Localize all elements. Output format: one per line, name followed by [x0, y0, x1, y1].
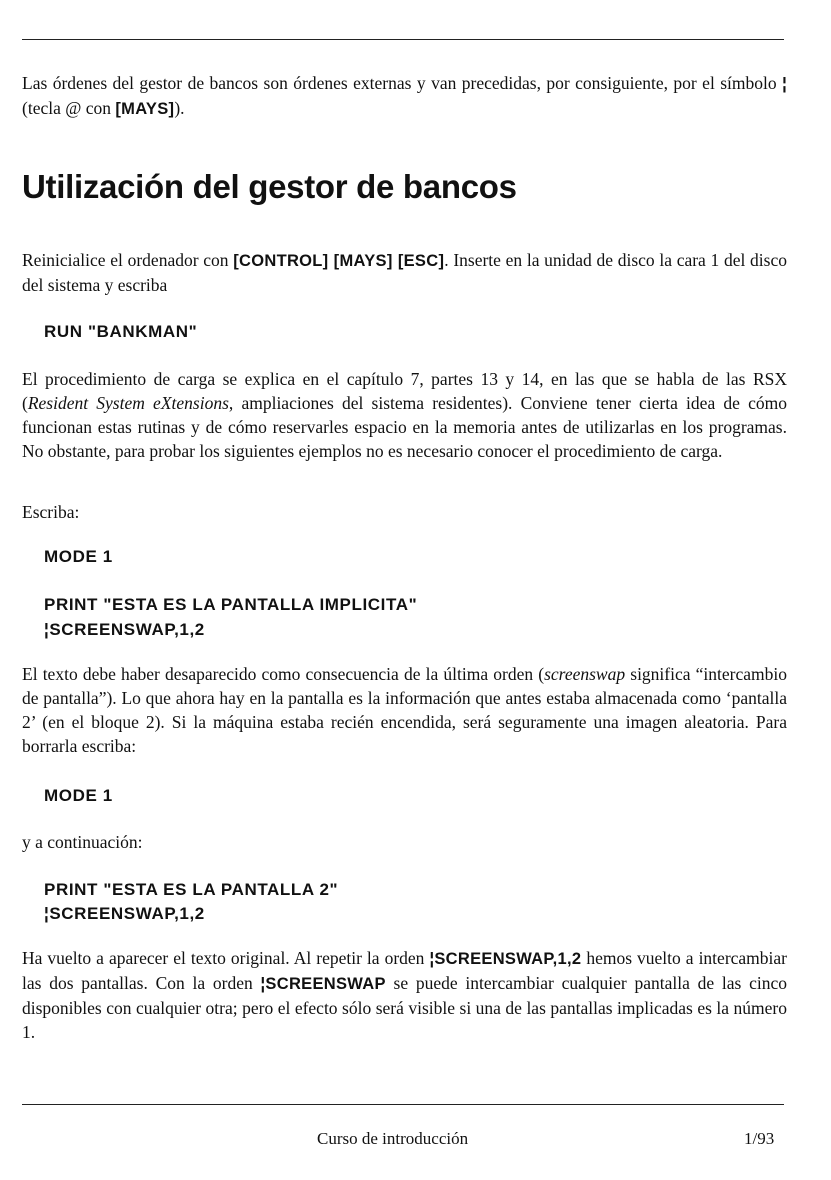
top-rule — [22, 39, 784, 40]
code-print-implicita: PRINT "ESTA ES LA PANTALLA IMPLICITA" — [44, 595, 418, 614]
rsx-term: Resident System eXtensions — [27, 393, 229, 413]
code-run-bankman: RUN "BANKMAN" — [44, 322, 198, 341]
code-mode-1-second: MODE 1 — [44, 786, 113, 805]
key-combo: [CONTROL] [MAYS] [ESC] — [233, 252, 445, 270]
page-number: 1/93 — [744, 1129, 775, 1148]
paragraph-reset — [22, 248, 787, 297]
p1-text-2: . Inserte en la unidad de disco la cara 1 del disco del sistema y escriba — [22, 250, 787, 295]
p2-text-2: , ampliaciones del sistema residentes). Conviene tener cierta idea de cómo funcionan estas rutinas y de cómo reservarles espacio en la memoria antes de utilizarlas en los programas. No obstante, para probar los siguientes ejemplos no es necesario conocer el procedimiento de carga. — [22, 393, 787, 461]
intro-text-3: ). — [174, 98, 185, 118]
code-print-pantalla-2: PRINT "ESTA ES LA PANTALLA 2" — [44, 880, 339, 899]
p6-text-3: se puede intercambiar cualquier pantalla de las cinco disponibles con cualquier otra; pero el efecto sólo será visible si una de las pantallas implicadas es la número 1. — [22, 973, 787, 1042]
intro-text-1: Las órdenes del gestor de bancos son órdenes externas y van precedidas, por consiguiente, por el símbolo — [22, 73, 783, 93]
p2-text-1: El procedimiento de carga se explica en el capítulo 7, partes 13 y 14, en las que se habla de las RSX ( — [22, 369, 787, 413]
p4-text-1: El texto debe haber desaparecido como consecuencia de la última orden ( — [22, 664, 545, 684]
p4-text-2: significa “intercambio de pantalla”). Lo que ahora hay en la pantalla es la información que antes estaba almacenada como ‘pantalla 2’ (en el bloque 2). Si la máquina estaba recién encendida, será seguramente una imagen aleatoria. Para borrarla escriba: — [22, 664, 788, 756]
code-screenswap-2: ¦SCREENSWAP,1,2 — [44, 904, 205, 923]
inline-screenswap-1-2: ¦SCREENSWAP,1,2 — [429, 950, 582, 968]
code-mode-1: MODE 1 — [44, 547, 113, 566]
footer-title: Curso de introducción — [317, 1129, 469, 1148]
paragraph-procedure — [22, 367, 787, 463]
paragraph-screenswap — [22, 662, 787, 758]
intro-text-2: (tecla @ con — [22, 98, 116, 118]
section-heading: Utilización del gestor de bancos — [22, 168, 517, 205]
paragraph-original — [22, 946, 787, 1044]
paragraph-continuacion: y a continuación: — [22, 832, 143, 852]
code-screenswap-1: ¦SCREENSWAP,1,2 — [44, 620, 205, 639]
bottom-rule — [22, 1104, 784, 1105]
inline-screenswap: ¦SCREENSWAP — [260, 975, 386, 993]
p6-text-1: Ha vuelto a aparecer el texto original. Al repetir la orden — [22, 948, 430, 968]
bar-symbol: ¦ — [782, 75, 787, 93]
intro-paragraph — [22, 71, 787, 121]
screenswap-term: screenswap — [544, 664, 626, 684]
key-mays: [MAYS] — [115, 100, 175, 118]
p6-text-2: hemos vuelto a intercambiar las dos pantallas. Con la orden — [22, 948, 787, 993]
p1-text-1: Reinicialice el ordenador con — [22, 250, 234, 270]
paragraph-escriba: Escriba: — [22, 502, 80, 522]
